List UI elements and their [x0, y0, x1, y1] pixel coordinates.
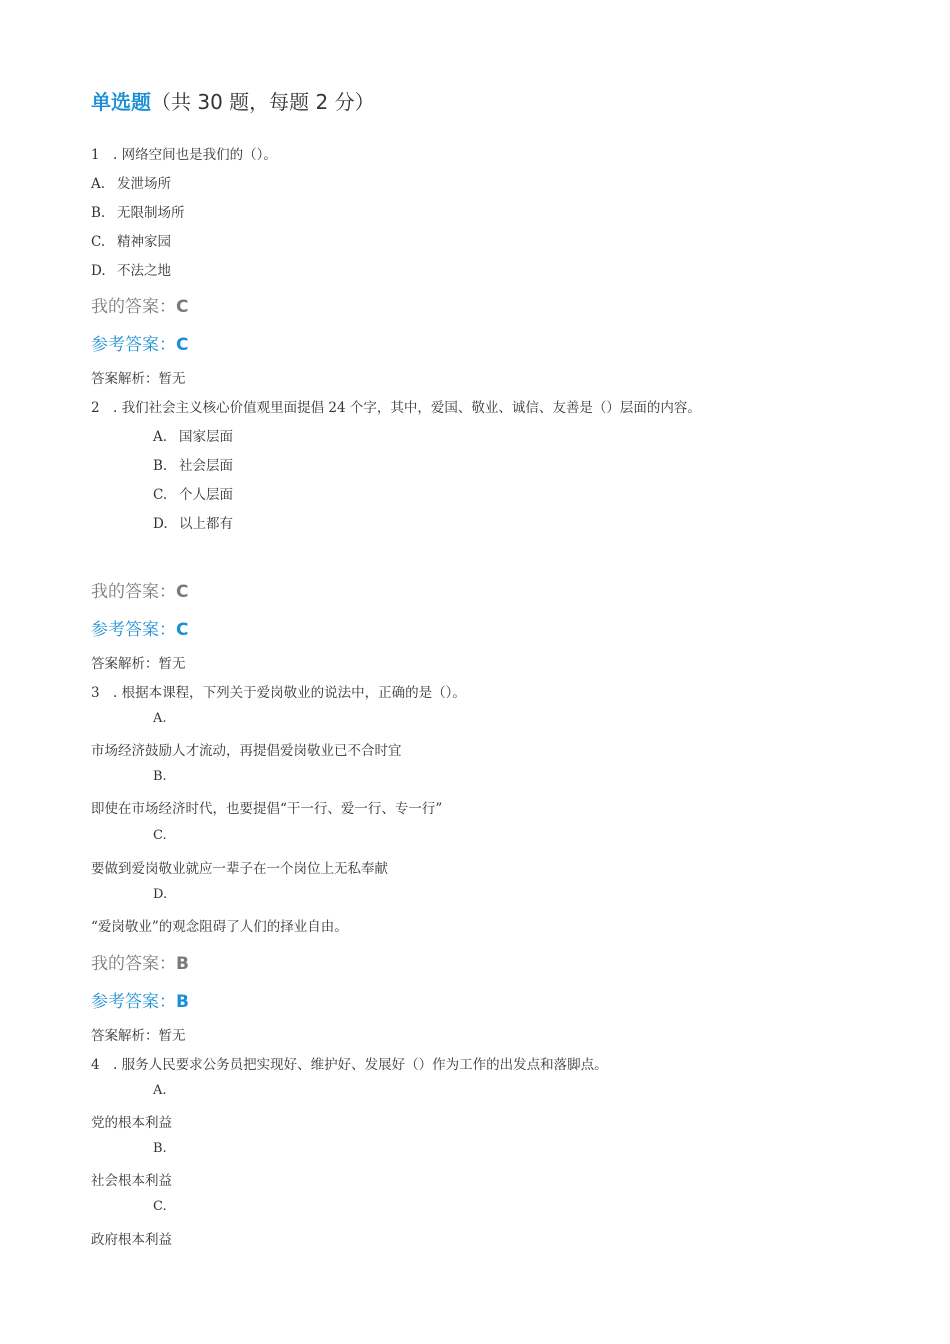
ref-answer-label: 参考答案： — [91, 620, 176, 640]
option-letter: D. — [153, 516, 168, 532]
question-1-ref-answer — [91, 330, 188, 355]
my-answer-label: 我的答案： — [91, 954, 176, 974]
ref-answer-label: 参考答案： — [91, 992, 176, 1012]
option-text: 国家层面 — [179, 429, 233, 445]
explanation-label: 答案解析： — [91, 371, 159, 387]
section-title-main: 单选题 — [91, 90, 151, 114]
ref-answer-value: B — [176, 992, 189, 1012]
question-1-option-b — [91, 201, 185, 221]
question-2-option-a — [153, 425, 233, 445]
question-3-option-d-letter: D. — [153, 887, 168, 902]
question-1-my-answer — [91, 292, 188, 317]
my-answer-value: C — [176, 297, 189, 317]
option-letter: D. — [91, 263, 106, 279]
question-1-option-a — [91, 172, 171, 192]
question-3-option-c-letter: C. — [153, 828, 167, 843]
question-text: . 根据本课程，下列关于爱岗敬业的说法中，正确的是（）。 — [113, 685, 466, 701]
option-text: 精神家园 — [117, 234, 171, 250]
ref-answer-label: 参考答案： — [91, 335, 176, 355]
explanation-label: 答案解析： — [91, 1028, 159, 1044]
question-number: 2 — [91, 400, 100, 416]
option-text: 以上都有 — [179, 516, 233, 532]
question-4-option-a-text: 党的根本利益 — [91, 1115, 172, 1131]
option-text: 个人层面 — [179, 487, 233, 503]
question-3-ref-answer — [91, 987, 189, 1012]
question-3-option-a-letter: A. — [153, 711, 167, 726]
question-4-option-b-letter: B. — [153, 1141, 167, 1156]
ref-answer-value: C — [176, 620, 189, 640]
question-2-option-d — [153, 512, 233, 532]
question-number: 1 — [91, 147, 100, 163]
option-letter: C. — [91, 234, 106, 250]
question-4-option-c-letter: C. — [153, 1199, 167, 1214]
question-4 — [91, 1053, 608, 1073]
question-2-explanation — [91, 652, 186, 672]
question-4-option-c-text: 政府根本利益 — [91, 1232, 172, 1248]
option-text: 无限制场所 — [117, 205, 185, 221]
explanation-label: 答案解析： — [91, 656, 159, 672]
option-letter: C. — [153, 487, 168, 503]
option-letter: B. — [153, 458, 168, 474]
question-4-option-b-text: 社会根本利益 — [91, 1173, 172, 1189]
question-number: 3 — [91, 685, 100, 701]
question-3-option-c-text: 要做到爱岗敬业就应一辈子在一个岗位上无私奉献 — [91, 861, 388, 877]
explanation-value: 暂无 — [158, 1028, 186, 1044]
question-text: . 服务人民要求公务员把实现好、维护好、发展好（）作为工作的出发点和落脚点。 — [113, 1057, 608, 1073]
question-3-option-d-text: “爱岗敬业”的观念阻碍了人们的择业自由。 — [91, 919, 348, 935]
question-2-option-b — [153, 454, 233, 474]
my-answer-value: C — [176, 582, 189, 602]
option-letter: B. — [91, 205, 106, 221]
question-text: . 网络空间也是我们的（）。 — [113, 147, 277, 163]
explanation-value: 暂无 — [158, 371, 186, 387]
question-3-option-b-text: 即使在市场经济时代，也要提倡“干一行、爱一行、专一行” — [91, 801, 443, 817]
question-text: . 我们社会主义核心价值观里面提倡 24 个字，其中，爱国、敬业、诚信、友善是（）层面的内容。 — [113, 400, 701, 416]
question-number: 4 — [91, 1057, 100, 1073]
question-2 — [91, 396, 701, 416]
question-4-option-a-letter: A. — [153, 1083, 167, 1098]
question-1-option-d — [91, 259, 171, 279]
question-1-option-c — [91, 230, 171, 250]
my-answer-label: 我的答案： — [91, 297, 176, 317]
section-title — [91, 86, 375, 115]
question-2-option-c — [153, 483, 233, 503]
my-answer-label: 我的答案： — [91, 582, 176, 602]
question-2-my-answer — [91, 577, 188, 602]
question-1 — [91, 143, 277, 163]
question-3-option-b-letter: B. — [153, 769, 167, 784]
option-text: 不法之地 — [117, 263, 171, 279]
option-text: 社会层面 — [179, 458, 233, 474]
option-letter: A. — [153, 429, 168, 445]
ref-answer-value: C — [176, 335, 189, 355]
explanation-value: 暂无 — [158, 656, 186, 672]
option-letter: A. — [91, 176, 106, 192]
option-text: 发泄场所 — [117, 176, 171, 192]
question-3 — [91, 681, 466, 701]
question-2-ref-answer — [91, 615, 188, 640]
my-answer-value: B — [176, 954, 189, 974]
question-3-option-a-text: 市场经济鼓励人才流动，再提倡爱岗敬业已不合时宜 — [91, 743, 402, 759]
question-3-my-answer — [91, 949, 189, 974]
question-3-explanation — [91, 1024, 186, 1044]
question-1-explanation — [91, 367, 186, 387]
section-title-detail: （共 30 题，每题 2 分） — [151, 90, 375, 114]
